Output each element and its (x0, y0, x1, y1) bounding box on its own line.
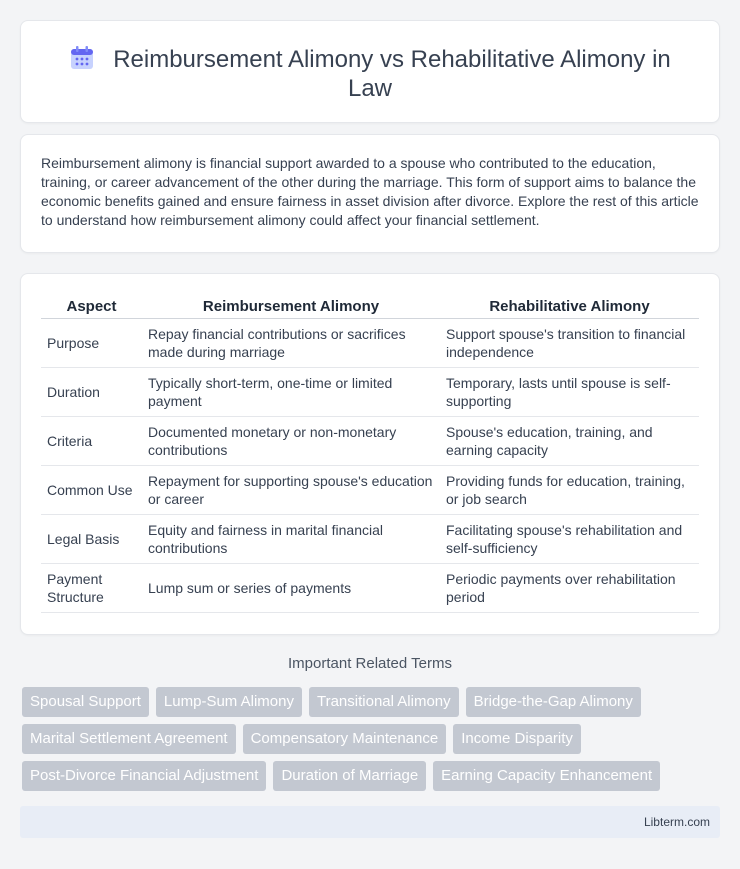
row-reimbursement: Repayment for supporting spouse's education or career (142, 466, 440, 515)
table-row (41, 368, 699, 417)
row-aspect: Duration (41, 368, 142, 417)
table-row (41, 319, 699, 368)
table-header-row (41, 296, 699, 319)
row-rehabilitative: Spouse's education, training, and earning capacity (440, 417, 699, 466)
page-title-wrap (21, 45, 719, 103)
row-rehabilitative: Periodic payments over rehabilitation period (440, 564, 699, 613)
tag-row (22, 687, 722, 717)
table-row (41, 466, 699, 515)
table-row (41, 564, 699, 613)
row-reimbursement: Lump sum or series of payments (142, 564, 440, 613)
row-reimbursement: Equity and fairness in marital financial contributions (142, 515, 440, 564)
row-aspect: Purpose (41, 319, 142, 368)
row-rehabilitative: Providing funds for education, training, or job search (440, 466, 699, 515)
calendar-icon (69, 46, 95, 70)
tag-lump-sum-alimony[interactable]: Lump-Sum Alimony (156, 687, 302, 717)
table-row (41, 417, 699, 466)
header-reimbursement: Reimbursement Alimony (142, 296, 440, 319)
related-terms (22, 687, 722, 798)
row-rehabilitative: Facilitating spouse's rehabilitation and self-sufficiency (440, 515, 699, 564)
row-aspect: Common Use (41, 466, 142, 515)
row-reimbursement: Typically short-term, one-time or limited payment (142, 368, 440, 417)
tag-marital-settlement-agreement[interactable]: Marital Settlement Agreement (22, 724, 236, 754)
header-rehabilitative: Rehabilitative Alimony (440, 296, 699, 319)
row-aspect: Payment Structure (41, 564, 142, 613)
footer-site-link[interactable]: Libterm.com (643, 815, 710, 829)
footer (20, 806, 720, 838)
tag-transitional-alimony[interactable]: Transitional Alimony (309, 687, 459, 717)
tag-row (22, 761, 722, 791)
row-aspect: Legal Basis (41, 515, 142, 564)
comparison-table (41, 296, 699, 613)
comparison-table-card (20, 273, 720, 635)
page-title: Reimbursement Alimony vs Rehabilitative Alimony in Law (113, 46, 671, 102)
intro-card (20, 134, 720, 253)
tag-bridge-the-gap-alimony[interactable]: Bridge-the-Gap Alimony (466, 687, 641, 717)
table-row (41, 515, 699, 564)
row-rehabilitative: Support spouse's transition to financial independence (440, 319, 699, 368)
intro-text: Reimbursement alimony is financial support awarded to a spouse who contributed to the education, training, or career advancement of the other during the marriage. This form of support aims to balance the economic benefits gained and ensure fairness in asset division after divorce. Explore the rest of this article to understand how reimbursement alimony could affect your financial settlement. (41, 155, 699, 228)
row-rehabilitative: Temporary, lasts until spouse is self-supporting (440, 368, 699, 417)
row-reimbursement: Documented monetary or non-monetary contributions (142, 417, 440, 466)
tag-duration-of-marriage[interactable]: Duration of Marriage (273, 761, 426, 791)
tag-earning-capacity-enhancement[interactable]: Earning Capacity Enhancement (433, 761, 660, 791)
tag-spousal-support[interactable]: Spousal Support (22, 687, 149, 717)
related-terms-title: Important Related Terms (288, 655, 452, 672)
tag-compensatory-maintenance[interactable]: Compensatory Maintenance (243, 724, 447, 754)
tag-row (22, 724, 722, 754)
row-reimbursement: Repay financial contributions or sacrifices made during marriage (142, 319, 440, 368)
header-aspect: Aspect (41, 296, 142, 319)
row-aspect: Criteria (41, 417, 142, 466)
tag-income-disparity[interactable]: Income Disparity (453, 724, 581, 754)
title-card (20, 20, 720, 123)
tag-post-divorce-financial-adjustment[interactable]: Post-Divorce Financial Adjustment (22, 761, 266, 791)
